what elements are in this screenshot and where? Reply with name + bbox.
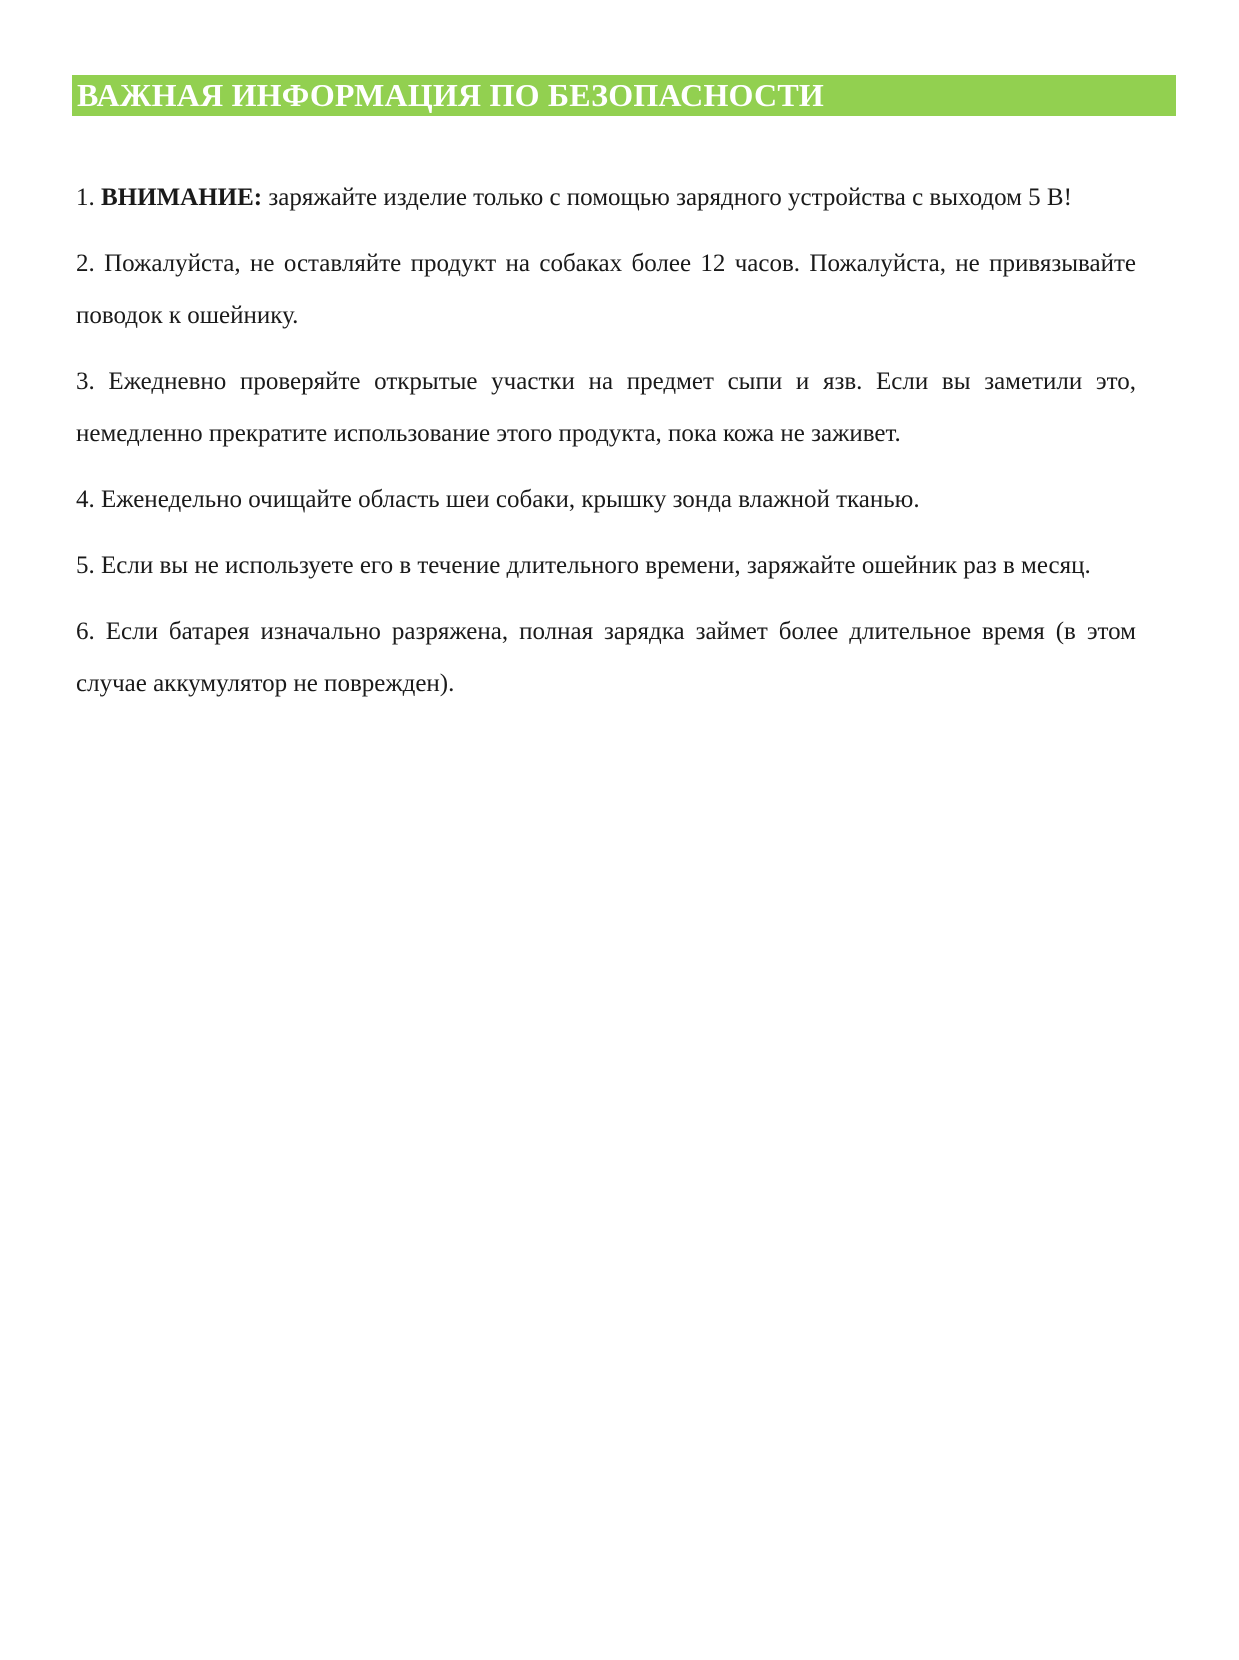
item-text: Ежедневно проверяйте открытые участки на предмет сыпи и язв. Если вы заметили это, немедленно прекратите использование этого продукта, пока кожа не заживет. (76, 368, 1136, 447)
section-title: ВАЖНАЯ ИНФОРМАЦИЯ ПО БЕЗОПАСНОСТИ (77, 77, 824, 113)
item-number: 6. (76, 618, 95, 645)
item-text: Если батарея изначально разряжена, полная зарядка займет более длительное время (в этом случае аккумулятор не поврежден). (76, 618, 1137, 697)
item-number: 4. (76, 486, 95, 513)
list-item (76, 474, 1136, 526)
list-item (76, 356, 1136, 460)
list-item (76, 540, 1136, 592)
list-item (76, 606, 1136, 710)
list-item (76, 238, 1136, 342)
safety-list (76, 172, 1136, 724)
item-number: 5. (76, 552, 95, 579)
warning-label: ВНИМАНИЕ: (101, 184, 263, 211)
list-item (76, 172, 1136, 224)
section-header-bar (72, 75, 1176, 116)
item-text: Если вы не используете его в течение длительного времени, заряжайте ошейник раз в месяц. (101, 552, 1091, 579)
item-text: заряжайте изделие только с помощью зарядного устройства с выходом 5 В! (268, 184, 1072, 211)
item-number: 3. (76, 368, 95, 395)
item-text: Пожалуйста, не оставляйте продукт на собаках более 12 часов. Пожалуйста, не привязывайте поводок к ошейнику. (76, 250, 1136, 329)
item-number: 2. (76, 250, 95, 277)
item-text: Еженедельно очищайте область шеи собаки, крышку зонда влажной тканью. (101, 486, 920, 513)
item-number: 1. (76, 184, 95, 211)
